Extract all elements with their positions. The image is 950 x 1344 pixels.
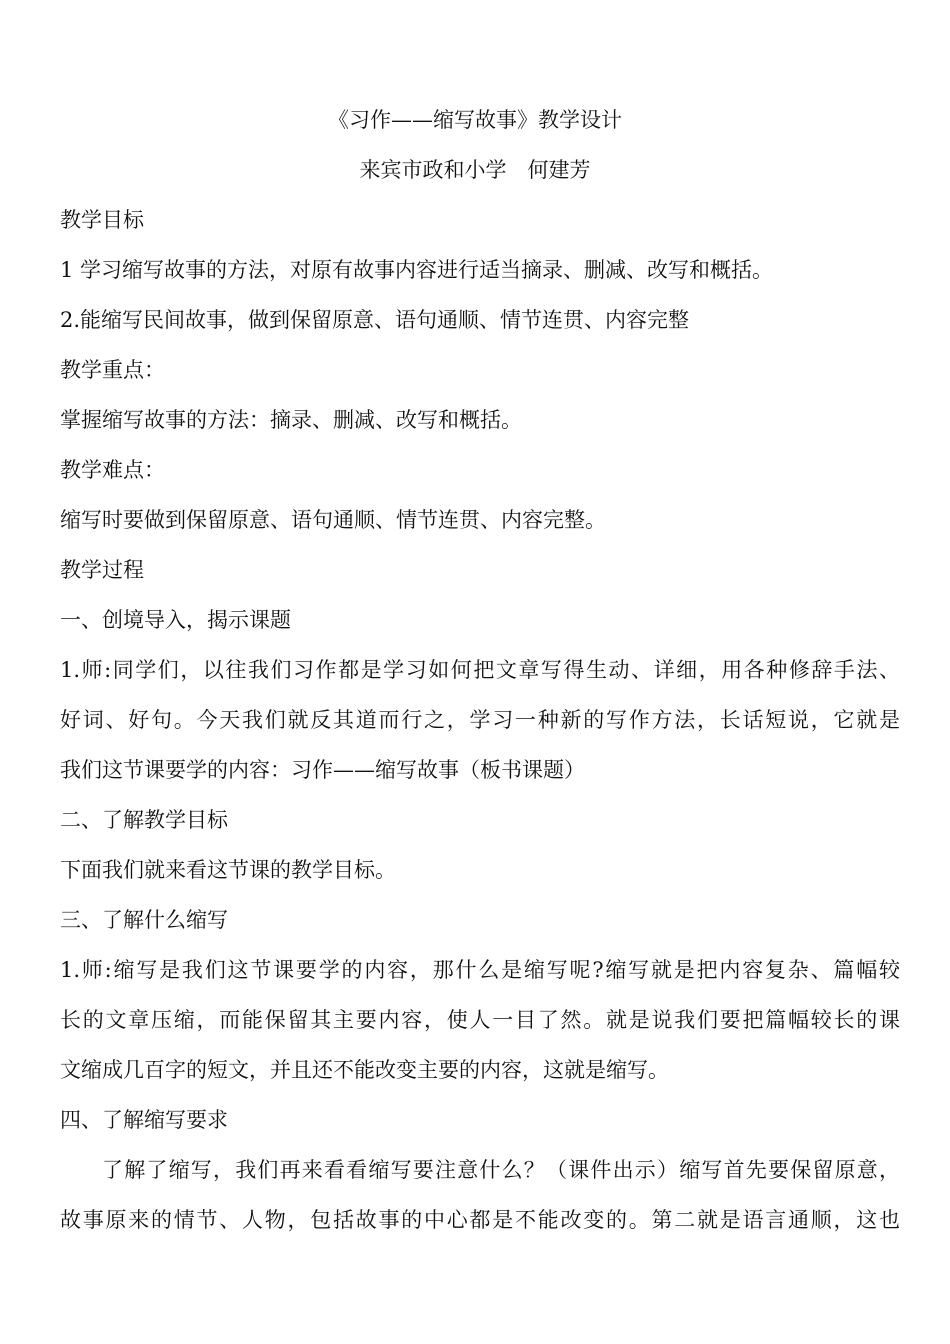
paragraph-line: 下面我们就来看这节课的教学目标。 <box>60 858 396 882</box>
goal-item-1: 1 学习缩写故事的方法，对原有故事内容进行适当摘录、删减、改写和概括。 <box>60 258 774 282</box>
paragraph-line: 故事原来的情节、人物，包括故事的中心都是不能改变的。第二就是语言通顺，这也 <box>60 1208 900 1232</box>
section-heading-3: 三、了解什么缩写 <box>60 908 228 932</box>
heading-difficulties: 教学难点： <box>60 458 165 482</box>
paragraph-line: 长的文章压缩，而能保留其主要内容，使人一目了然。就是说我们要把篇幅较长的课 <box>60 1008 900 1032</box>
section-heading-4: 四、了解缩写要求 <box>60 1108 228 1132</box>
document-title: 《习作——缩写故事》教学设计 <box>328 108 622 132</box>
key-points-text: 掌握缩写故事的方法：摘录、删减、改写和概括。 <box>60 408 522 432</box>
paragraph-line: 文缩成几百字的短文，并且还不能改变主要的内容，这就是缩写。 <box>60 1058 669 1082</box>
paragraph-line: 我们这节课要学的内容：习作——缩写故事（板书课题） <box>60 758 585 782</box>
document-author: 来宾市政和小学 何建芳 <box>359 158 591 182</box>
heading-key-points: 教学重点： <box>60 358 165 382</box>
paragraph-line: 1.师:同学们，以往我们习作都是学习如何把文章写得生动、详细，用各种修辞手法、 <box>60 658 900 682</box>
goal-item-2: 2.能缩写民间故事，做到保留原意、语句通顺、情节连贯、内容完整 <box>60 308 690 332</box>
paragraph-line: 好词、好句。今天我们就反其道而行之，学习一种新的写作方法，长话短说，它就是 <box>60 708 900 732</box>
difficulties-text: 缩写时要做到保留原意、语句通顺、情节连贯、内容完整。 <box>60 508 606 532</box>
heading-teaching-process: 教学过程 <box>60 558 144 582</box>
section-heading-1: 一、创境导入，揭示课题 <box>60 608 291 632</box>
paragraph-line: 1.师:缩写是我们这节课要学的内容，那什么是缩写呢?缩写就是把内容复杂、篇幅较 <box>60 958 900 982</box>
paragraph-line: 了解了缩写，我们再来看看缩写要注意什么？（课件出示）缩写首先要保留原意， <box>102 1158 900 1182</box>
section-heading-2: 二、了解教学目标 <box>60 808 228 832</box>
heading-teaching-goals: 教学目标 <box>60 208 144 232</box>
